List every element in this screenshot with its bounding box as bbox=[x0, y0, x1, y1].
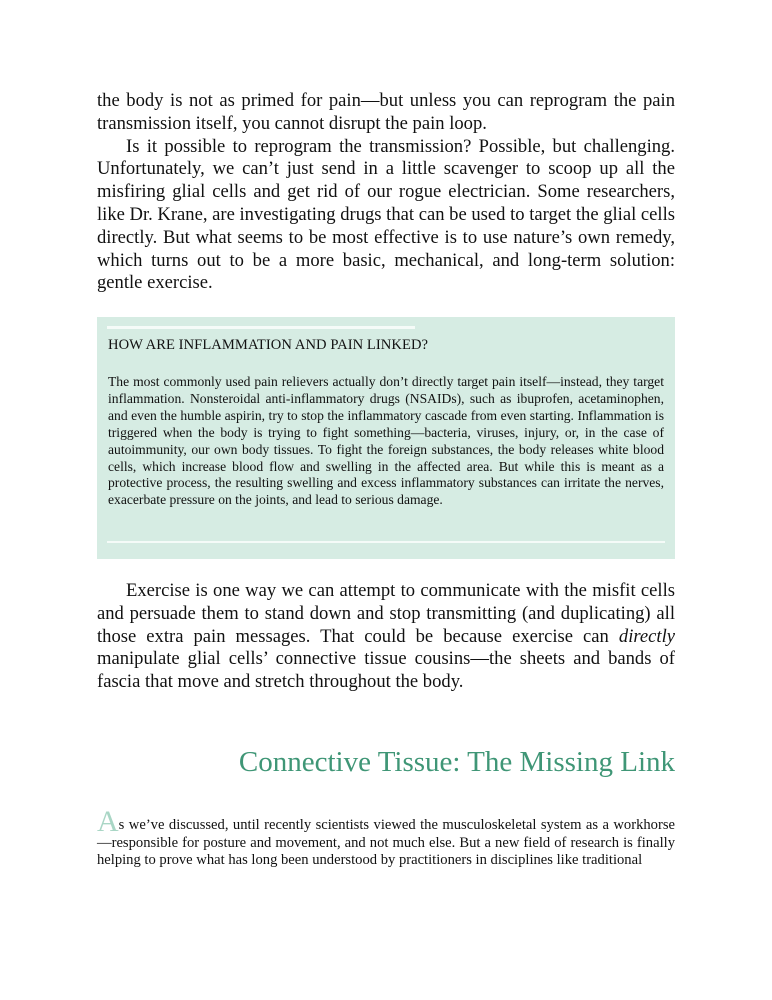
sidebar-box bbox=[97, 317, 675, 559]
body-text-top bbox=[97, 90, 675, 295]
section-title: Connective Tissue: The Missing Link bbox=[238, 746, 675, 778]
sidebar-heading: HOW ARE INFLAMMATION AND PAIN LINKED? bbox=[108, 337, 429, 353]
paragraph-exercise bbox=[97, 580, 675, 694]
drop-cap: A bbox=[97, 805, 119, 838]
body-text-exercise bbox=[97, 580, 675, 694]
section-paragraph bbox=[97, 805, 675, 870]
sidebar-text: The most commonly used pain relievers actually don’t directly target pain itself—instead, they target inflammation. Nonsteroidal anti-inflammatory drugs (NSAIDs), such as ibuprofen, acetaminophen, and even the humble aspirin, try to stop the inflammatory cascade from even starting. Inflammation is triggered when the body is trying to fight something—bacteria, viruses, injury, or, in the case of autoimmunity, our own body tissues. To fight the foreign substances, the body releases white blood cells, which increase blood flow and swelling in the affected area. But while this is meant as a protective process, the resulting swelling and excess inflammatory substances can irritate the nerves, exacerbate pressure on the joints, and lead to serious damage. bbox=[108, 374, 664, 508]
paragraph-exercise-part-1: Exercise is one way we can attempt to communicate with the misfit cells and persuade them to stand down and stop transmitting (and duplicating) all those extra pain messages. That could be because exercise can bbox=[97, 580, 675, 647]
sidebar-top-rule bbox=[107, 326, 415, 329]
paragraph-continued: the body is not as primed for pain—but unless you can reprogram the pain transmission itself, you cannot disrupt the pain loop. bbox=[97, 90, 675, 134]
paragraph-exercise-italic: directly bbox=[618, 625, 675, 647]
paragraph-exercise-part-2: manipulate glial cells’ connective tissue cousins—the sheets and bands of fascia that move and stretch throughout the body. bbox=[97, 648, 675, 693]
paragraph-reprogram: Is it possible to reprogram the transmission? Possible, but challenging. Unfortunately, we can’t just send in a little scavenger to scoop up all the misfiring glial cells and get rid of our rogue electrician. Some researchers, like Dr. Krane, are investigating drugs that can be used to target the glial cells directly. But what seems to be most effective is to use nature’s own remedy, which turns out to be a more basic, mechanical, and long-term solution: gentle exercise. bbox=[97, 135, 675, 294]
sidebar-bottom-rule bbox=[107, 541, 665, 543]
section-paragraph-text: s we’ve discussed, until recently scientists viewed the musculoskeletal system as a workhorse—responsible for posture and movement, and not much else. But a new field of research is finally helping to prove what has long been understood by practitioners in disciplines like traditional bbox=[97, 817, 675, 868]
